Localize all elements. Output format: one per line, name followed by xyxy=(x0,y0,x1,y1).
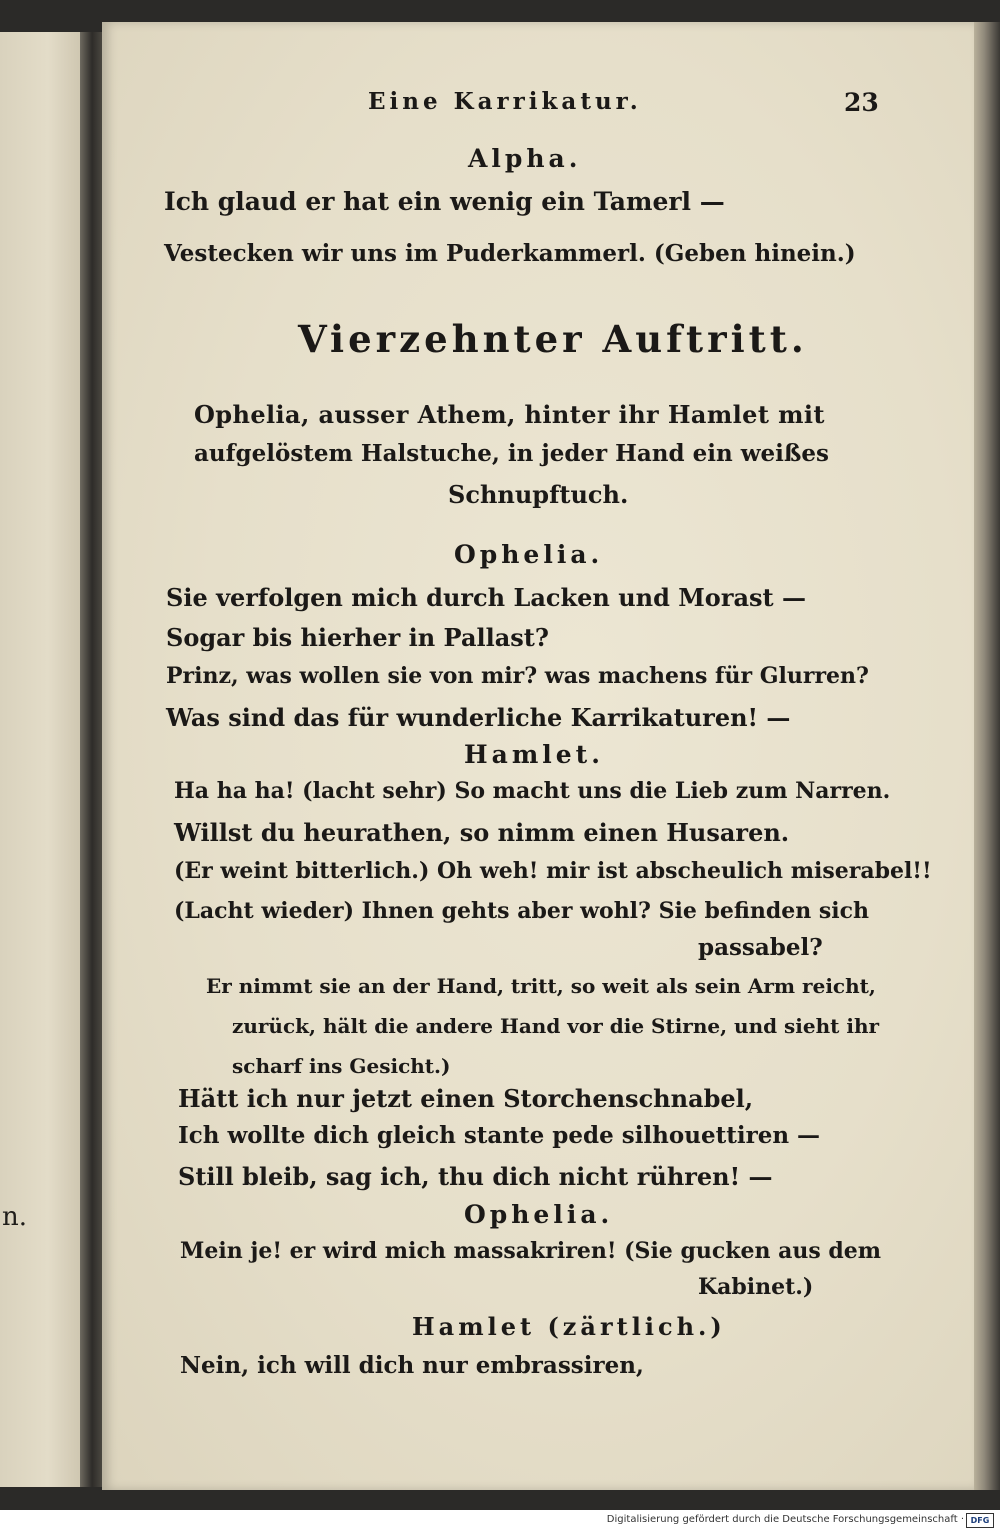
dfg-logo: DFG xyxy=(966,1513,994,1528)
stage-direction: Schnupftuch. xyxy=(448,480,629,509)
verse-line: Sogar bis hierher in Pallast? xyxy=(166,623,549,652)
page-edge xyxy=(974,22,1000,1490)
verse-line: Ich glaud er hat ein wenig ein Tamerl — xyxy=(164,187,725,216)
verse-line: Mein je! er wird mich massakriren! (Sie gucken aus dem xyxy=(180,1238,882,1264)
speaker-label: Hamlet (zärtlich.) xyxy=(412,1312,726,1341)
stage-direction: Ophelia, ausser Athem, hinter ihr Hamlet mit xyxy=(194,400,825,429)
verse-line: Was sind das für wunderliche Karrikaturen! — xyxy=(166,703,791,732)
stage-direction-small: scharf ins Gesicht.) xyxy=(232,1054,451,1078)
footer-credit: Digitalisierung gefördert durch die Deutsche Forschungsgemeinschaft · xyxy=(606,1514,964,1525)
left-page-edge xyxy=(0,32,80,1487)
book-gutter xyxy=(80,32,102,1487)
page-number: 23 xyxy=(844,88,879,117)
verse-line: Hätt ich nur jetzt einen Storchenschnabel, xyxy=(178,1084,754,1113)
speaker-label: Hamlet. xyxy=(464,740,604,769)
verse-line: Sie verfolgen mich durch Lacken und Morast — xyxy=(166,583,806,612)
speaker-label: Ophelia. xyxy=(464,1200,614,1229)
verse-line: Vestecken wir uns im Puderkammerl. (Geben hinein.) xyxy=(164,240,856,267)
left-page-fragment: n. xyxy=(2,1202,28,1232)
verse-line-continuation: passabel? xyxy=(698,934,823,961)
scene-heading: Vierzehnter Auftritt. xyxy=(298,317,808,361)
verse-line: Ich wollte dich gleich stante pede silhouettiren — xyxy=(178,1122,821,1149)
stage-direction-small: zurück, hält die andere Hand vor die Stirne, und sieht ihr xyxy=(232,1014,880,1038)
verse-line: Still bleib, sag ich, thu dich nicht rühren! — xyxy=(178,1162,773,1191)
speaker-label: Ophelia. xyxy=(454,540,604,569)
speaker-label: Alpha. xyxy=(468,144,582,173)
verse-line-continuation: Kabinet.) xyxy=(698,1274,814,1300)
verse-line: (Lacht wieder) Ihnen gehts aber wohl? Sie befinden sich xyxy=(174,898,870,924)
verse-line: Ha ha ha! (lacht sehr) So macht uns die Lieb zum Narren. xyxy=(174,778,891,804)
verse-line: Prinz, was wollen sie von mir? was machens für Glurren? xyxy=(166,663,869,689)
footer-bar xyxy=(0,1510,1000,1531)
verse-line: (Er weint bitterlich.) Oh weh! mir ist abscheulich miserabel!! xyxy=(174,858,932,884)
verse-line: Nein, ich will dich nur embrassiren, xyxy=(180,1352,644,1379)
right-page xyxy=(102,22,974,1490)
stage-direction: aufgelöstem Halstuche, in jeder Hand ein weißes xyxy=(194,440,829,467)
running-head: Eine Karrikatur. xyxy=(368,88,642,115)
stage-direction-small: Er nimmt sie an der Hand, tritt, so weit als sein Arm reicht, xyxy=(206,974,876,998)
verse-line: Willst du heurathen, so nimm einen Husaren. xyxy=(174,818,790,847)
